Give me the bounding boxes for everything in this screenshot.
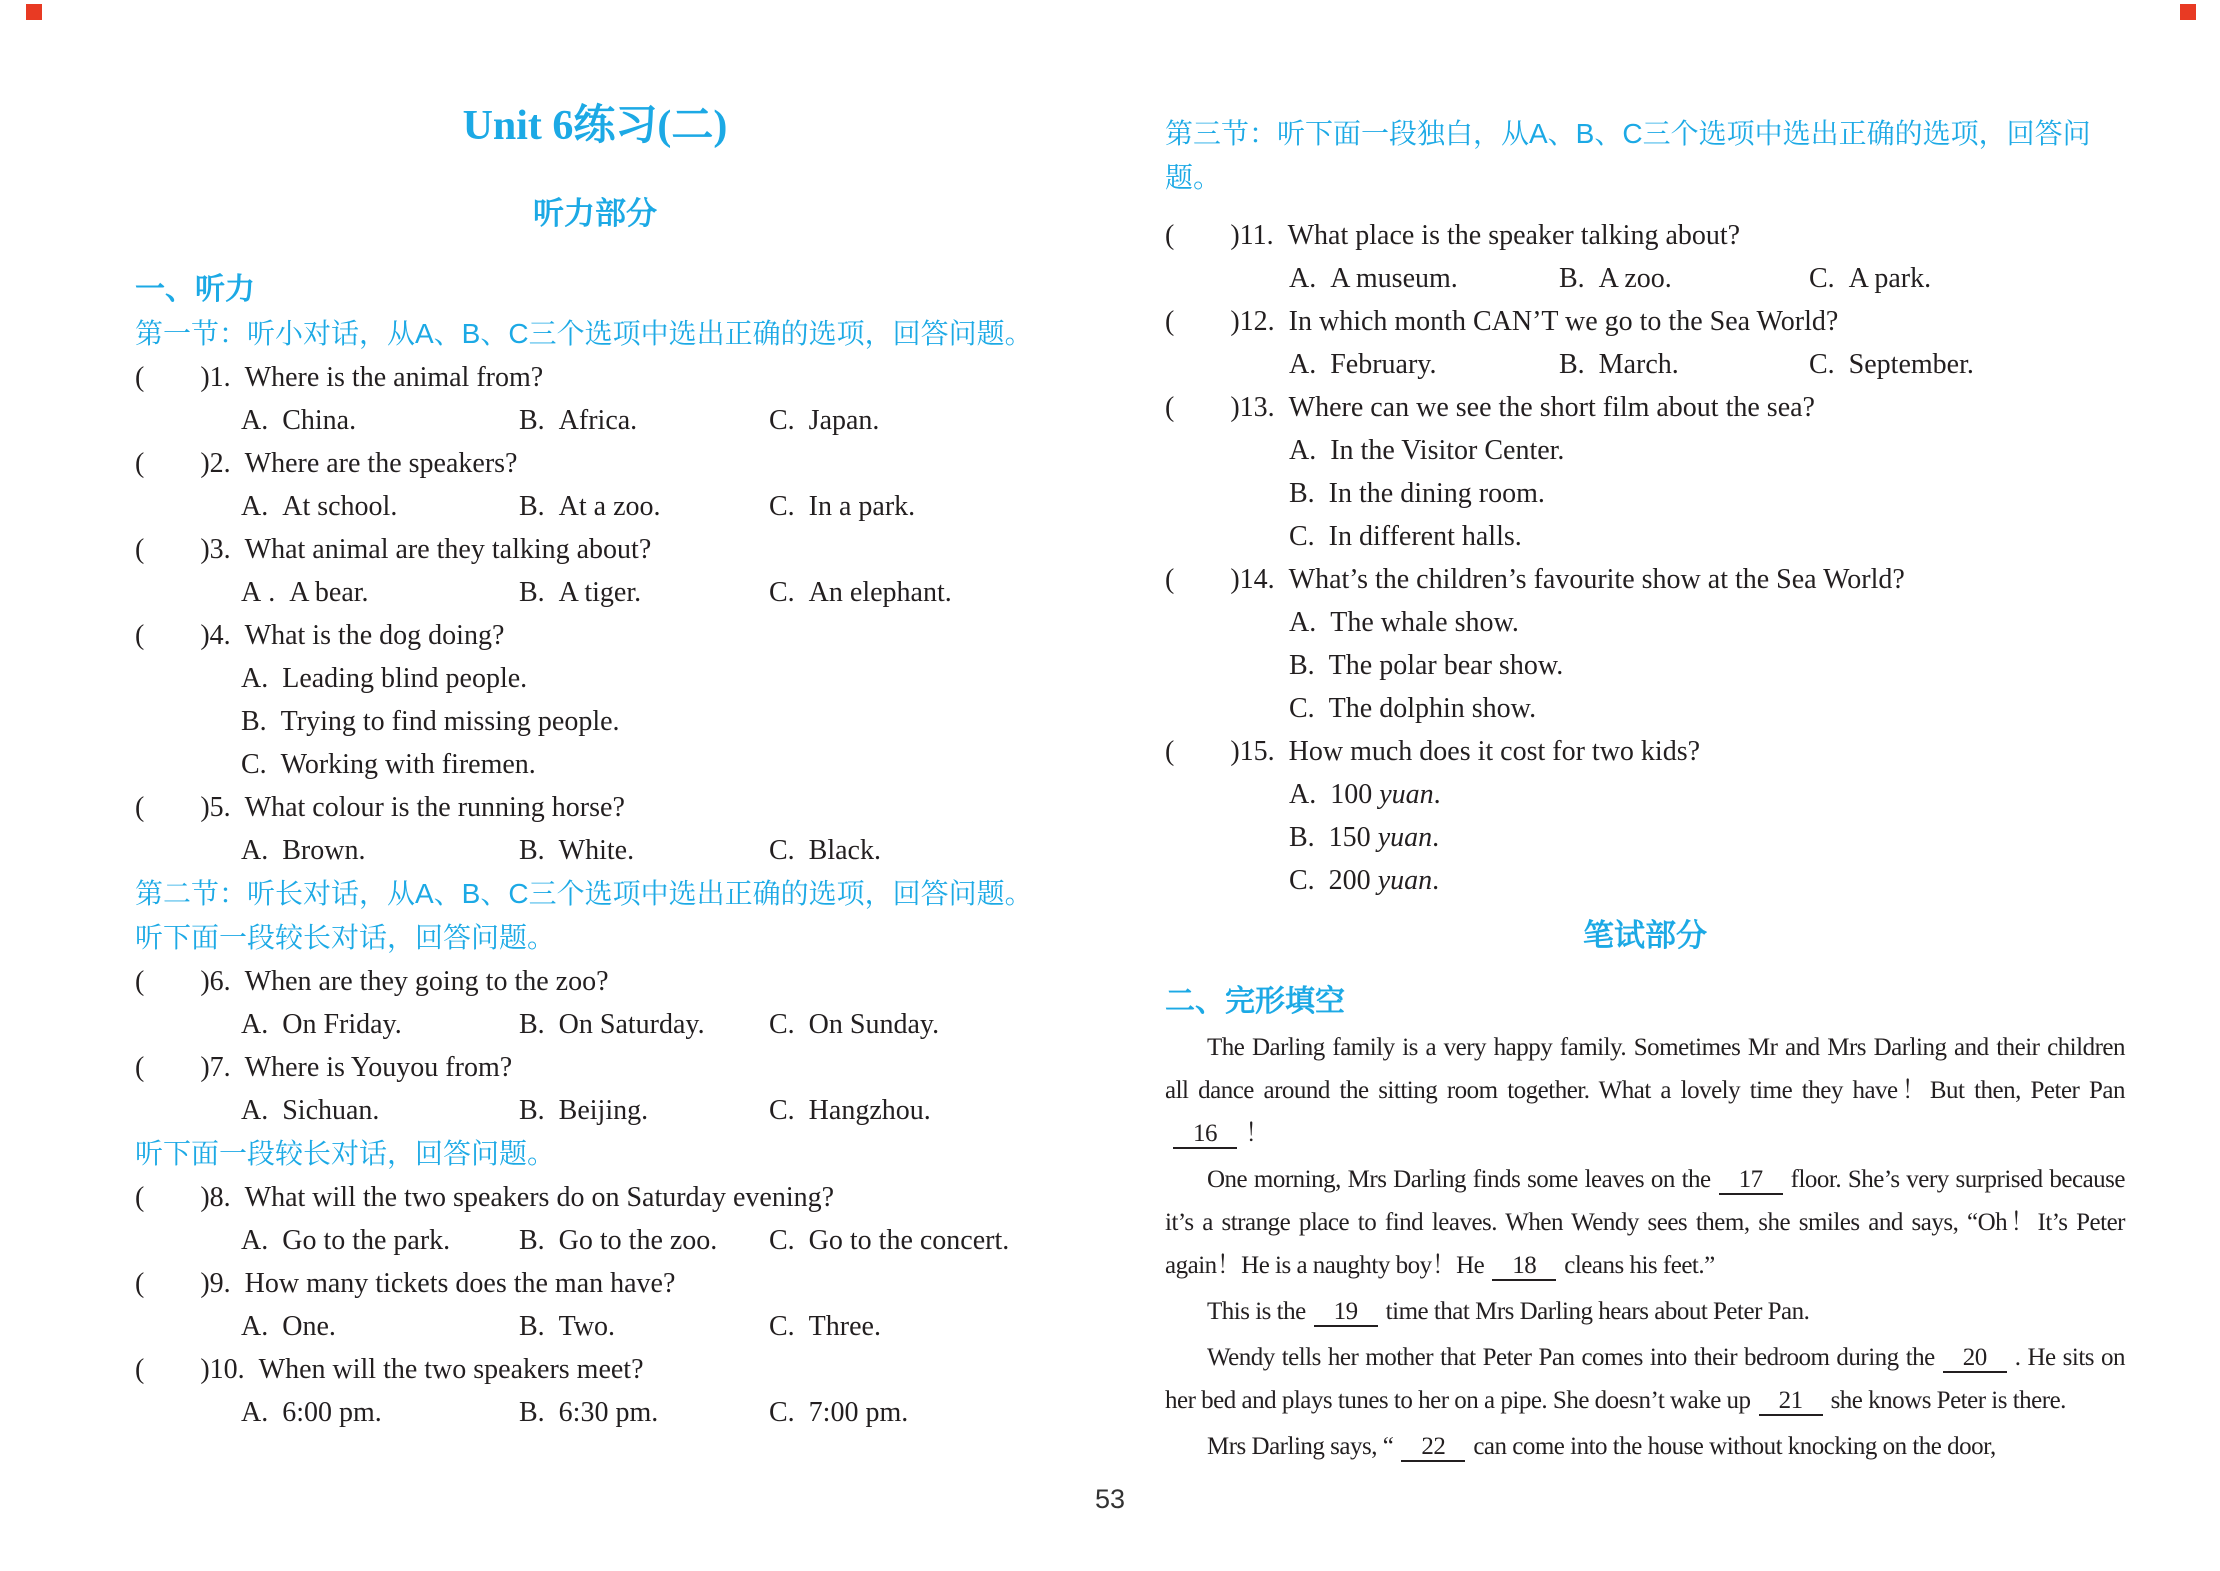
question-3-options: [135, 571, 1055, 614]
option-a: A. The whale show.: [1289, 607, 1519, 638]
paragraph-text: This is the: [1207, 1298, 1306, 1325]
yuan-italic: yuan: [1377, 865, 1433, 896]
option-b: B. March.: [1559, 349, 1679, 380]
yuan-italic: yuan: [1377, 822, 1433, 853]
question-15-options: [1165, 773, 2125, 902]
option-b: B. Beijing.: [519, 1095, 649, 1126]
paragraph-text: cleans his feet.”: [1564, 1252, 1715, 1279]
option-a: A. Brown.: [241, 835, 366, 866]
question-3: [135, 528, 1055, 614]
written-section-title: 笔试部分: [1583, 918, 1707, 953]
option-b: B. In the dining room.: [1289, 478, 1545, 509]
option-a: A. February.: [1289, 349, 1437, 380]
question-11-options: [1165, 257, 2125, 300]
cloze-paragraph-4: [1165, 1336, 2125, 1422]
question-9-text: ( )9. How many tickets does the man have?: [135, 1268, 676, 1299]
question-6: [135, 960, 1055, 1046]
option-b-period: .: [1432, 822, 1440, 853]
cloze-blank-21: 21: [1759, 1388, 1823, 1416]
question-7: [135, 1046, 1055, 1132]
question-6-options: [135, 1003, 1055, 1046]
red-corner-mark-right: [2180, 4, 2196, 20]
cloze-blank-20: 20: [1943, 1345, 2007, 1373]
option-a-period: .: [1433, 779, 1441, 810]
option-b: B. The polar bear show.: [1289, 650, 1564, 681]
part3-instruction: 第三节：听下面一段独白，从A、B、C三个选项中选出正确的选项，回答问题。: [1165, 118, 2091, 193]
question-3-text: ( )3. What animal are they talking about?: [135, 534, 652, 565]
cloze-paragraph-2: [1165, 1158, 2125, 1287]
question-12-options: [1165, 343, 2125, 386]
question-1-text: ( )1. Where is the animal from?: [135, 362, 544, 393]
option-b: B. Trying to find missing people.: [241, 706, 620, 737]
option-a: A. China.: [241, 405, 357, 436]
question-10-text: ( )10. When will the two speakers meet?: [135, 1354, 644, 1385]
option-b: B. A zoo.: [1559, 263, 1672, 294]
question-11: [1165, 214, 2125, 300]
right-column: [1165, 112, 2125, 1468]
question-1-options: [135, 399, 1055, 442]
option-c: C. A park.: [1809, 263, 1932, 294]
option-b: B. Two.: [519, 1311, 616, 1342]
question-9: [135, 1262, 1055, 1348]
option-b: B. At a zoo.: [519, 491, 661, 522]
option-c: C. Three.: [769, 1311, 881, 1342]
question-7-text: ( )7. Where is Youyou from?: [135, 1052, 513, 1083]
option-b: B. Africa.: [519, 405, 638, 436]
option-c: C. Black.: [769, 835, 881, 866]
option-c: C. In different halls.: [1289, 521, 1522, 552]
option-a: A . A bear.: [241, 577, 369, 608]
paragraph-text: One morning, Mrs Darling finds some leaves on the: [1207, 1166, 1711, 1193]
option-c: C. Japan.: [769, 405, 880, 436]
option-c-amount: C. 200: [1289, 865, 1378, 896]
option-b: B. Go to the zoo.: [519, 1225, 718, 1256]
question-13-text: ( )13. Where can we see the short film about the sea?: [1165, 392, 1815, 423]
option-a: A. 6:00 pm.: [241, 1397, 382, 1428]
question-8-text: ( )8. What will the two speakers do on Saturday evening?: [135, 1182, 835, 1213]
cloze-blank-17: 17: [1719, 1167, 1783, 1195]
red-corner-mark-left: [26, 4, 42, 20]
question-15: [1165, 730, 2125, 902]
cloze-blank-16: 16: [1173, 1121, 1237, 1149]
paragraph-text: floor. She’s very surprised because it’s a strange place to find leaves. When Wendy sees them, she smiles and says, “Oh！It’s Peter again！He is a naughty boy！He: [1165, 1166, 2126, 1279]
option-c: C. Hangzhou.: [769, 1095, 931, 1126]
question-15-text: ( )15. How much does it cost for two kids?: [1165, 736, 1701, 767]
question-14-options: [1165, 601, 2125, 730]
question-6-text: ( )6. When are they going to the zoo?: [135, 966, 609, 997]
option-c: C. On Sunday.: [769, 1009, 940, 1040]
cloze-blank-18: 18: [1492, 1253, 1556, 1281]
option-c-period: .: [1432, 865, 1440, 896]
question-8: [135, 1176, 1055, 1262]
page-title: Unit 6练习(二): [462, 103, 728, 149]
question-7-options: [135, 1089, 1055, 1132]
part2-sub-instruction-1: 听下面一段较长对话，回答问题。: [135, 922, 556, 953]
option-a: A. In the Visitor Center.: [1289, 435, 1565, 466]
option-a: A. One.: [241, 1311, 336, 1342]
option-b: B. On Saturday.: [519, 1009, 705, 1040]
option-c: C. Go to the concert.: [769, 1225, 1010, 1256]
option-b: B. White.: [519, 835, 635, 866]
yuan-italic: yuan: [1379, 779, 1434, 810]
question-10-options: [135, 1391, 1055, 1434]
option-c: C. September.: [1809, 349, 1974, 380]
option-a: A. At school.: [241, 491, 398, 522]
option-c: C. In a park.: [769, 491, 916, 522]
question-2-text: ( )2. Where are the speakers?: [135, 448, 518, 479]
page-number: 53: [1094, 1484, 1126, 1514]
question-5-text: ( )5. What colour is the running horse?: [135, 792, 625, 823]
paragraph-text: Wendy tells her mother that Peter Pan comes into their bedroom during the: [1207, 1344, 1935, 1371]
question-13-options: [1165, 429, 2125, 558]
question-13: [1165, 386, 2125, 558]
question-12-text: ( )12. In which month CAN’T we go to the Sea World?: [1165, 306, 1839, 337]
option-b: [1289, 816, 2125, 859]
option-c: C. 7:00 pm.: [769, 1397, 909, 1428]
question-4: [135, 614, 1055, 786]
cloze-blank-19: 19: [1314, 1299, 1378, 1327]
option-a: A. A museum.: [1289, 263, 1458, 294]
question-9-options: [135, 1305, 1055, 1348]
option-a: [1289, 773, 2125, 816]
question-10: [135, 1348, 1055, 1434]
option-a: A. Go to the park.: [241, 1225, 451, 1256]
question-14: [1165, 558, 2125, 730]
question-11-text: ( )11. What place is the speaker talking about?: [1165, 220, 1741, 251]
cloze-heading: 二、完形填空: [1165, 985, 1345, 1018]
option-a: A. Leading blind people.: [241, 663, 528, 694]
paragraph-text: ！: [1245, 1120, 1270, 1147]
cloze-paragraph-1: [1165, 1026, 2125, 1155]
question-2-options: [135, 485, 1055, 528]
part2-instruction: 第二节：听长对话，从A、B、C三个选项中选出正确的选项，回答问题。: [135, 878, 1033, 909]
option-a: A. Sichuan.: [241, 1095, 380, 1126]
option-c: C. Working with firemen.: [241, 749, 536, 780]
question-8-options: [135, 1219, 1055, 1262]
question-2: [135, 442, 1055, 528]
paragraph-text: . He sits on her bed and plays tunes to her on a pipe. She doesn’t wake up: [1165, 1344, 2125, 1414]
listening-section-title: 听力部分: [533, 196, 657, 231]
paragraph-text: can come into the house without knocking on the door,: [1473, 1433, 1996, 1460]
question-4-text: ( )4. What is the dog doing?: [135, 620, 505, 651]
option-b: B. 6:30 pm.: [519, 1397, 659, 1428]
option-c: C. An elephant.: [769, 577, 952, 608]
cloze-paragraph-5: [1165, 1425, 2125, 1468]
paragraph-text: she knows Peter is there.: [1830, 1387, 2066, 1414]
option-b: B. A tiger.: [519, 577, 642, 608]
question-4-options: [135, 657, 1055, 786]
option-a-amount: A. 100: [1289, 779, 1380, 810]
paragraph-text: time that Mrs Darling hears about Peter Pan.: [1385, 1298, 1810, 1325]
cloze-paragraph-3: [1165, 1290, 2125, 1333]
cloze-blank-22: 22: [1401, 1434, 1465, 1462]
paragraph-text: The Darling family is a very happy family. Sometimes Mr and Mrs Darling and their children all dance around the sitting room together. What a lovely time they have！But then, Peter Pan: [1165, 1034, 2125, 1104]
option-c: C. The dolphin show.: [1289, 693, 1537, 724]
question-5: [135, 786, 1055, 872]
question-14-text: ( )14. What’s the children’s favourite show at the Sea World?: [1165, 564, 1905, 595]
option-c: [1289, 859, 2125, 902]
question-5-options: [135, 829, 1055, 872]
paragraph-text: Mrs Darling says, “: [1207, 1433, 1394, 1460]
option-a: A. On Friday.: [241, 1009, 402, 1040]
listening-part-label: 一、听力: [135, 273, 255, 306]
question-12: [1165, 300, 2125, 386]
part1-instruction: 第一节：听小对话，从A、B、C三个选项中选出正确的选项，回答问题。: [135, 318, 1033, 349]
left-column: [135, 100, 1055, 1434]
part2-sub-instruction-2: 听下面一段较长对话，回答问题。: [135, 1138, 556, 1169]
option-b-amount: B. 150: [1289, 822, 1378, 853]
question-1: [135, 356, 1055, 442]
